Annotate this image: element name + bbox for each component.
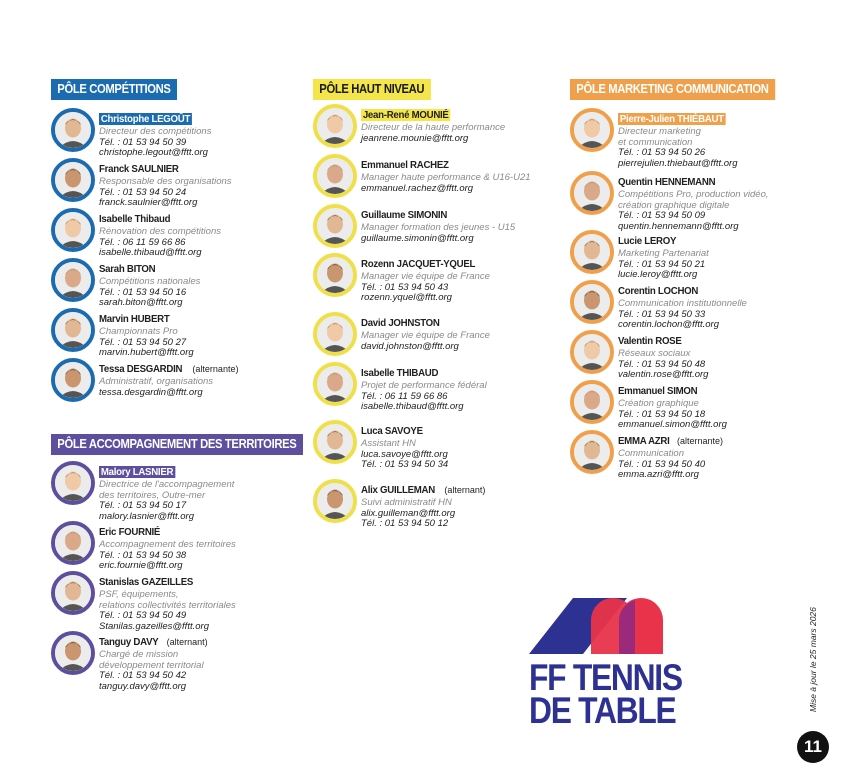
staff-info — [361, 205, 515, 244]
avatar — [313, 204, 357, 248]
staff-phone: Tél. : 01 53 94 50 38 — [99, 549, 187, 561]
avatar — [570, 280, 614, 324]
avatar — [51, 461, 95, 505]
staff-phone: Tél. : 01 53 94 50 16 — [99, 286, 187, 298]
avatar — [570, 108, 614, 152]
staff-role: Directeur de la haute performance — [361, 122, 506, 133]
staff-email[interactable]: luca.savoye@fftt.org — [361, 448, 448, 460]
staff-name: Guillaume SIMONIN — [361, 209, 448, 221]
staff-info — [618, 281, 747, 331]
staff-card — [313, 104, 505, 148]
staff-card — [313, 420, 448, 471]
staff-info — [618, 172, 769, 232]
avatar — [51, 358, 95, 402]
staff-info — [618, 331, 708, 381]
staff-phone: Tél. : 01 53 94 50 49 — [99, 610, 187, 621]
avatar — [51, 521, 95, 565]
staff-name: Tessa DESGARDIN — [99, 363, 183, 375]
staff-info — [99, 109, 211, 159]
staff-email[interactable]: franck.saulnier@fftt.org — [99, 197, 198, 208]
staff-name: Rozenn JACQUET-YQUEL — [361, 258, 476, 270]
avatar — [313, 253, 357, 297]
header-pole-territoires: PÔLE ACCOMPAGNEMENT DES TERRITOIRES — [51, 434, 303, 455]
staff-card — [313, 204, 515, 248]
staff-name: Sarah BITON — [99, 263, 156, 275]
staff-email[interactable]: quentin.hennemann@fftt.org — [618, 220, 739, 232]
staff-status: (alternant) — [444, 485, 486, 495]
staff-name: Lucie LEROY — [618, 235, 677, 247]
staff-phone: Tél. : 06 11 59 66 86 — [99, 236, 186, 248]
staff-card — [313, 154, 531, 198]
staff-name: Isabelle Thibaud — [99, 213, 171, 225]
avatar — [570, 171, 614, 215]
staff-name: Quentin HENNEMANN — [618, 176, 716, 188]
staff-email[interactable]: lucie.leroy@fftt.org — [618, 269, 698, 280]
staff-card — [51, 521, 236, 572]
avatar — [313, 154, 357, 198]
staff-status: (alternante) — [677, 436, 724, 446]
staff-role: Assistant HN — [361, 438, 416, 449]
staff-role: et communication — [618, 136, 693, 148]
avatar — [313, 312, 357, 356]
staff-email[interactable]: emmanuel.rachez@fftt.org — [361, 182, 474, 194]
staff-role: Manager vie équipe de France — [361, 271, 490, 282]
staff-email[interactable]: Stanilas.gazeilles@fftt.org — [99, 620, 209, 632]
staff-info — [99, 522, 236, 572]
avatar — [313, 420, 357, 464]
staff-info — [99, 572, 236, 632]
avatar — [51, 108, 95, 152]
staff-phone: Tél. : 01 53 94 50 09 — [618, 210, 706, 221]
staff-card — [51, 571, 236, 632]
staff-info — [99, 462, 234, 522]
staff-info — [618, 381, 727, 431]
avatar — [313, 479, 357, 523]
header-pole-marketing: PÔLE MARKETING COMMUNICATION — [570, 79, 775, 100]
staff-role: PSF, équipements, — [99, 589, 179, 600]
staff-role: Manager formation des jeunes - U15 — [361, 222, 516, 233]
staff-role: Communication — [618, 448, 684, 459]
staff-status: (alternant) — [166, 637, 208, 647]
staff-card — [51, 158, 232, 209]
staff-phone: Tél. : 01 53 94 50 48 — [618, 358, 706, 370]
staff-name: David JOHNSTON — [361, 317, 440, 329]
staff-role: Compétitions Pro, production vidéo, — [618, 189, 769, 200]
staff-info — [618, 431, 723, 481]
staff-card — [570, 380, 727, 431]
avatar — [51, 258, 95, 302]
staff-info — [99, 632, 208, 692]
staff-card — [570, 330, 708, 381]
staff-role: Création graphique — [618, 398, 699, 409]
staff-role: développement territorial — [99, 659, 204, 671]
staff-phone: Tél. : 01 53 94 50 26 — [618, 147, 706, 158]
staff-phone: Tél. : 01 53 94 50 12 — [361, 518, 449, 529]
staff-info — [99, 159, 232, 209]
logo-line-2: DE TABLE — [529, 690, 676, 731]
staff-card — [313, 312, 490, 356]
staff-info — [618, 231, 709, 281]
staff-name: Luca SAVOYE — [361, 425, 423, 437]
staff-info — [99, 209, 221, 259]
staff-email[interactable]: alix.guilleman@fftt.org — [361, 507, 456, 519]
staff-info — [361, 421, 448, 471]
staff-card — [51, 358, 238, 402]
staff-role: Projet de performance fédéral — [361, 380, 487, 391]
staff-card — [51, 461, 234, 522]
staff-card — [51, 108, 211, 159]
staff-role: Chargé de mission — [99, 649, 179, 660]
staff-email[interactable]: sarah.biton@fftt.org — [99, 297, 183, 308]
avatar — [313, 362, 357, 406]
staff-card — [570, 230, 709, 281]
staff-email[interactable]: christophe.legout@fftt.org — [99, 147, 208, 158]
staff-info — [361, 363, 487, 413]
logo-line-1: FF TENNIS — [529, 657, 682, 698]
avatar — [570, 430, 614, 474]
staff-info — [361, 313, 490, 352]
staff-name: Stanislas GAZEILLES — [99, 576, 194, 588]
staff-name: Isabelle THIBAUD — [361, 367, 439, 379]
staff-name: Corentin LOCHON — [618, 285, 699, 297]
staff-role: Directeur des compétitions — [99, 126, 212, 137]
staff-email[interactable]: isabelle.thibaud@fftt.org — [99, 247, 202, 258]
staff-phone: Tél. : 01 53 94 50 21 — [618, 258, 706, 270]
staff-info — [99, 309, 194, 359]
staff-name: Alix GUILLEMAN — [361, 484, 435, 496]
avatar — [313, 104, 357, 148]
staff-role: Rénovation des compétitions — [99, 226, 221, 237]
page-number: 11 — [797, 731, 829, 763]
staff-card — [51, 631, 208, 692]
staff-email[interactable]: david.johnston@fftt.org — [361, 340, 459, 352]
staff-email[interactable]: guillaume.simonin@fftt.org — [361, 232, 474, 244]
staff-role: Responsable des organisations — [99, 176, 232, 187]
staff-name: Franck SAULNIER — [99, 163, 179, 175]
staff-role: Marketing Partenariat — [618, 248, 709, 259]
update-date: Mise à jour le 25 mars 2026 — [808, 607, 818, 712]
staff-phone: Tél. : 01 53 94 50 43 — [361, 281, 449, 293]
staff-card — [51, 308, 194, 359]
staff-info — [99, 259, 200, 309]
staff-email[interactable]: marvin.hubert@fftt.org — [99, 347, 194, 358]
staff-email[interactable]: isabelle.thibaud@fftt.org — [361, 401, 464, 412]
staff-email[interactable]: eric.fournie@fftt.org — [99, 560, 183, 571]
staff-card — [570, 108, 738, 169]
staff-phone: Tél. : 01 53 94 50 34 — [361, 459, 449, 470]
staff-email[interactable]: emma.azri@fftt.org — [618, 469, 699, 480]
staff-info — [361, 105, 505, 144]
staff-role: Directrice de l'accompagnement — [99, 479, 235, 490]
staff-role: Communication institutionnelle — [618, 298, 747, 309]
staff-role: Manager vie équipe de France — [361, 330, 490, 341]
staff-name: Valentin ROSE — [618, 335, 682, 347]
staff-name: Emmanuel SIMON — [618, 385, 698, 397]
staff-name: Tanguy DAVY — [99, 636, 159, 648]
staff-email[interactable]: tessa.desgardin@fftt.org — [99, 386, 203, 398]
staff-phone: Tél. : 01 53 94 50 24 — [99, 186, 187, 198]
avatar — [51, 308, 95, 352]
staff-role: création graphique digitale — [618, 199, 730, 211]
staff-phone: Tél. : 01 53 94 50 27 — [99, 336, 187, 348]
staff-card — [570, 280, 747, 331]
staff-name: Eric FOURNIÉ — [99, 526, 161, 538]
avatar — [51, 631, 95, 675]
staff-email[interactable]: pierrejulien.thiebaut@fftt.org — [618, 157, 738, 169]
staff-phone: Tél. : 06 11 59 66 86 — [361, 390, 448, 402]
staff-name: Pierre-Julien THIÉBAUT — [619, 113, 724, 125]
staff-card — [570, 171, 769, 232]
staff-email[interactable]: jeanrene.mounie@fftt.org — [361, 132, 469, 144]
staff-name: Emmanuel RACHEZ — [361, 159, 449, 171]
staff-email[interactable]: valentin.rose@fftt.org — [618, 369, 709, 380]
staff-phone: Tél. : 01 53 94 50 39 — [99, 136, 187, 148]
avatar — [51, 208, 95, 252]
staff-name: Jean-René MOUNIÉ — [362, 109, 449, 121]
header-pole-competitions: PÔLE COMPÉTITIONS — [51, 79, 177, 100]
staff-role: Réseaux sociaux — [618, 348, 691, 359]
staff-card — [313, 362, 487, 413]
staff-role: Accompagnement des territoires — [99, 539, 236, 550]
staff-role: Championnats Pro — [99, 326, 178, 337]
staff-info — [361, 254, 490, 304]
staff-phone: Tél. : 01 53 94 50 33 — [618, 308, 706, 320]
staff-card — [570, 430, 723, 481]
avatar — [51, 158, 95, 202]
staff-role: Suivi administratif HN — [361, 497, 452, 508]
staff-phone: Tél. : 01 53 94 50 17 — [99, 500, 187, 511]
staff-email[interactable]: rozenn.yquel@fftt.org — [361, 292, 452, 303]
staff-name: Malory LASNIER — [100, 466, 174, 478]
header-pole-haut-niveau: PÔLE HAUT NIVEAU — [313, 79, 430, 100]
logo-wordmark — [529, 657, 682, 731]
staff-role: relations collectivités territoriales — [99, 599, 236, 611]
staff-name: EMMA AZRI — [618, 435, 670, 447]
staff-role: des territoires, Outre-mer — [99, 489, 206, 501]
staff-card — [313, 253, 490, 304]
staff-email[interactable]: tanguy.davy@fftt.org — [99, 680, 187, 692]
staff-status: (alternante) — [192, 364, 239, 374]
staff-phone: Tél. : 01 53 94 50 18 — [618, 408, 706, 420]
avatar — [570, 230, 614, 274]
staff-card — [51, 208, 221, 259]
staff-card — [51, 258, 200, 309]
staff-role: Compétitions nationales — [99, 276, 201, 287]
staff-card — [313, 479, 485, 530]
staff-info — [618, 109, 738, 169]
avatar — [570, 330, 614, 374]
staff-info — [361, 480, 485, 530]
staff-role: Directeur marketing — [618, 126, 701, 137]
avatar — [51, 571, 95, 615]
staff-email[interactable]: emmanuel.simon@fftt.org — [618, 419, 727, 430]
staff-email[interactable]: malory.lasnier@fftt.org — [99, 510, 194, 522]
staff-email[interactable]: corentin.lochon@fftt.org — [618, 319, 720, 330]
staff-role: Administratif, organisations — [99, 376, 214, 387]
staff-phone: Tél. : 01 53 94 50 42 — [99, 670, 187, 681]
staff-info — [361, 155, 531, 194]
staff-phone: Tél. : 01 53 94 50 40 — [618, 458, 706, 470]
staff-name: Christophe LEGOÛT — [100, 113, 191, 125]
staff-role: Manager haute performance & U16-U21 — [361, 172, 531, 183]
avatar — [570, 380, 614, 424]
staff-info — [99, 359, 238, 398]
staff-name: Marvin HUBERT — [99, 313, 170, 325]
